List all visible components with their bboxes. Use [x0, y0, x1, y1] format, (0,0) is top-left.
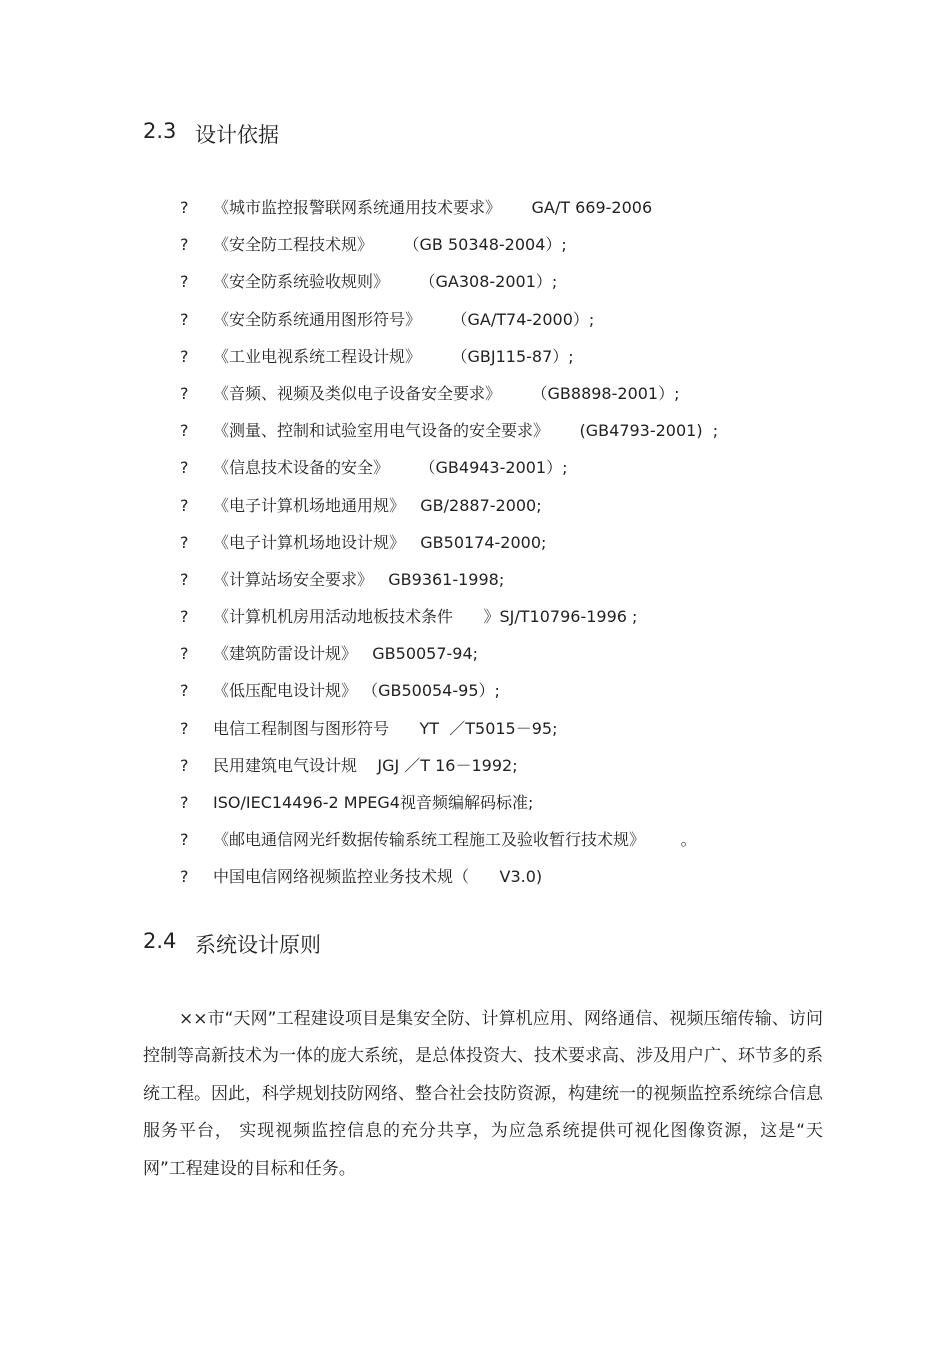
section-number: 2.3 [143, 119, 177, 143]
reference-list [180, 196, 718, 903]
list-item [180, 382, 718, 419]
list-item [180, 270, 718, 307]
list-item [180, 605, 718, 642]
list-bullet: ? [180, 867, 189, 887]
reference-text: 《计算机机房用活动地板技术条件 》SJ/T10796-1996 ; [213, 607, 638, 627]
list-bullet: ? [180, 607, 189, 627]
list-bullet: ? [180, 755, 189, 775]
list-bullet: ? [180, 235, 189, 255]
list-bullet: ? [180, 644, 189, 664]
section-heading-2-4 [143, 929, 321, 959]
section-heading-2-3 [143, 119, 279, 149]
list-bullet: ? [180, 309, 189, 329]
list-bullet: ? [180, 346, 189, 366]
list-bullet: ? [180, 532, 189, 552]
list-bullet: ? [180, 830, 189, 850]
list-bullet: ? [180, 198, 189, 217]
reference-text: 《安全防系统通用图形符号》 （GA/T74-2000）; [213, 309, 595, 329]
reference-text: 《计算站场安全要求》 GB9361-1998; [213, 569, 505, 589]
reference-text: 《建筑防雷设计规》 GB50057-94; [213, 644, 479, 664]
list-item [180, 494, 718, 531]
list-bullet: ? [180, 272, 189, 292]
design-principle-paragraph: ××市“天网”工程建设项目是集安全防、计算机应用、网络通信、视频压缩传输、访问控制等高新技术为一体的庞大系统，是总体投资大、技术要求高、涉及用户广、环节多的系统工程。因此，科学规划技防网络、整合社会技防资源，构建统一的视频监控系统综合信息服务平台， 实现视频监控信息的充分共享，为应急系统提供可视化图像资源，这是“天网”工程建设的目标和任务。 [143, 1009, 823, 1179]
list-item [180, 233, 718, 270]
reference-text: 《工业电视系统工程设计规》 （GBJ115-87）; [213, 346, 574, 366]
list-item [180, 717, 718, 754]
reference-text: 《安全防系统验收规则》 （GA308-2001）; [213, 272, 558, 292]
reference-text: 《安全防工程技术规》 （GB 50348-2004）; [213, 235, 567, 255]
list-item [180, 568, 718, 605]
list-item [180, 345, 718, 382]
list-item [180, 196, 718, 233]
list-bullet: ? [180, 458, 189, 478]
reference-text: 电信工程制图与图形符号 YT ／T5015－95; [213, 718, 558, 738]
reference-text: 《低压配电设计规》 （GB50054-95）; [213, 681, 500, 701]
reference-text: 《城市监控报警联网系统通用技术要求》 GA/T 669-2006 [213, 198, 653, 217]
list-item [180, 679, 718, 716]
section-title: 系统设计原则 [195, 933, 321, 957]
list-item [180, 642, 718, 679]
list-item [180, 531, 718, 568]
reference-text: 中国电信网络视频监控业务技术规（ V3.0) [213, 867, 543, 887]
reference-text: 《信息技术设备的安全》 （GB4943-2001）; [213, 458, 568, 478]
list-item [180, 754, 718, 791]
list-bullet: ? [180, 383, 189, 403]
reference-text: 《邮电通信网光纤数据传输系统工程施工及验收暂行技术规》 。 [213, 830, 697, 850]
list-bullet: ? [180, 793, 189, 812]
list-bullet: ? [180, 718, 189, 738]
list-bullet: ? [180, 421, 189, 441]
reference-text: 《音频、视频及类似电子设备安全要求》 （GB8898-2001）; [213, 383, 680, 403]
list-bullet: ? [180, 569, 189, 589]
list-bullet: ? [180, 681, 189, 701]
reference-text: 《电子计算机场地通用规》 GB/2887-2000; [213, 495, 542, 515]
section-number: 2.4 [143, 929, 177, 953]
section-title: 设计依据 [195, 123, 279, 147]
list-item [180, 865, 718, 902]
reference-text: 民用建筑电气设计规 JGJ ／T 16－1992; [213, 755, 518, 775]
list-item [180, 308, 718, 345]
reference-text: 《电子计算机场地设计规》 GB50174-2000; [213, 532, 547, 552]
list-item [180, 456, 718, 493]
list-item [180, 419, 718, 456]
list-item [180, 828, 718, 865]
reference-text: 《测量、控制和试验室用电气设备的安全要求》 (GB4793-2001) ; [213, 421, 719, 441]
reference-text: ISO/IEC14496-2 MPEG4视音频编解码标准; [213, 793, 534, 812]
list-bullet: ? [180, 495, 189, 515]
list-item [180, 791, 718, 828]
